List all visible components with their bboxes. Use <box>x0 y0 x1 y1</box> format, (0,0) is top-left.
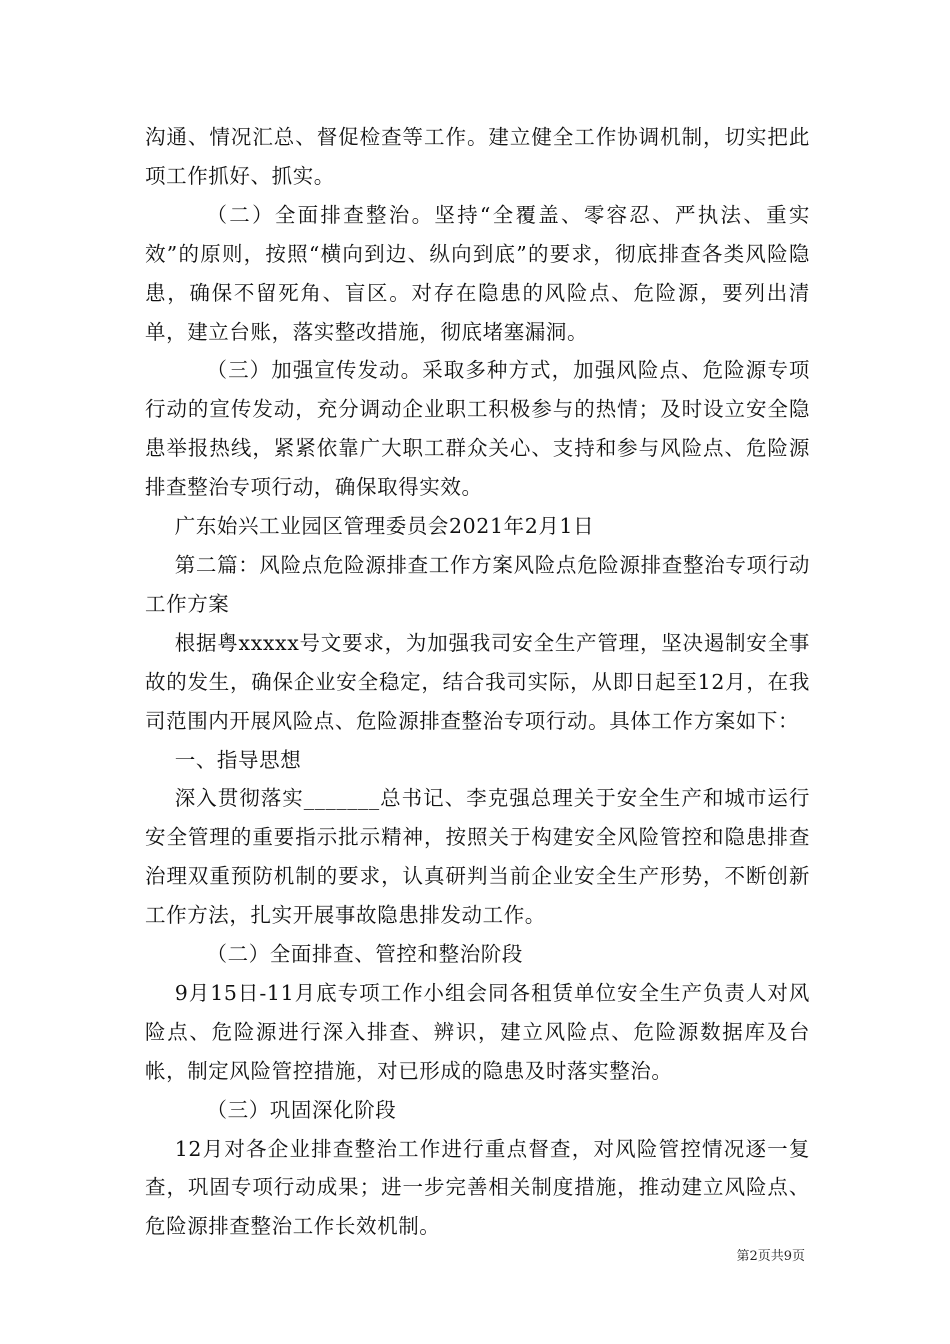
paragraph-section-2: （二）全面排查整治。坚持“全覆盖、零容忍、严执法、重实效”的原则，按照“横向到边、纵向到底”的要求，彻底排查各类风险隐患，确保不留死角、盲区。对存在隐患的风险点、危险源，要列出清单，建立台账，落实整改措施，彻底堵塞漏洞。 <box>145 202 810 344</box>
paragraph-intro: 根据粤xxxxx号文要求，为加强我司安全生产管理，坚决遏制安全事故的发生，确保企业安全稳定，结合我司实际，从即日起至12月，在我司范围内开展风险点、危险源排查整治专项行动。具体工作方案如下： <box>145 630 810 733</box>
page-number: 第2页共9页 <box>736 1249 805 1264</box>
document-body <box>145 118 810 1246</box>
paragraph-continuation: 沟通、情况汇总、督促检查等工作。建立健全工作协调机制，切实把此项工作抓好、抓实。 <box>145 125 810 188</box>
paragraph-guiding-thought: 深入贯彻落实_______总书记、李克强总理关于安全生产和城市运行安全管理的重要指示批示精神，按照关于构建安全风险管控和隐患排查治理双重预防机制的要求，认真研判当前企业安全生产形势，不断创新工作方法，扎实开展事故隐患排发动工作。 <box>145 786 810 928</box>
paragraph-heading-stage-2: （二）全面排查、管控和整治阶段 <box>206 942 523 967</box>
paragraph-section-3: （三）加强宣传发动。采取多种方式，加强风险点、危险源专项行动的宣传发动，充分调动企业职工积极参与的热情；及时设立安全隐患举报热线，紧紧依靠广大职工群众关心、支持和参与风险点、危险源排查整治专项行动，确保取得实效。 <box>145 358 810 500</box>
paragraph-signature-date: 广东始兴工业园区管理委员会2021年2月1日 <box>174 514 595 539</box>
paragraph-stage-3: 12月对各企业排查整治工作进行重点督查，对风险管控情况逐一复查，巩固专项行动成果；进一步完善相关制度措施，推动建立风险点、危险源排查整治工作长效机制。 <box>145 1136 810 1239</box>
paragraph-chapter-title: 第二篇：风险点危险源排查工作方案风险点危险源排查整治专项行动工作方案 <box>145 552 810 616</box>
paragraph-heading-stage-3: （三）巩固深化阶段 <box>206 1097 397 1122</box>
paragraph-heading-guiding: 一、指导思想 <box>174 747 302 772</box>
paragraph-stage-2: 9月15日-11月底专项工作小组会同各租赁单位安全生产负责人对风险点、危险源进行深入排查、辨识，建立风险点、危险源数据库及台帐，制定风险管控措施，对已形成的隐患及时落实整治。 <box>145 980 810 1083</box>
